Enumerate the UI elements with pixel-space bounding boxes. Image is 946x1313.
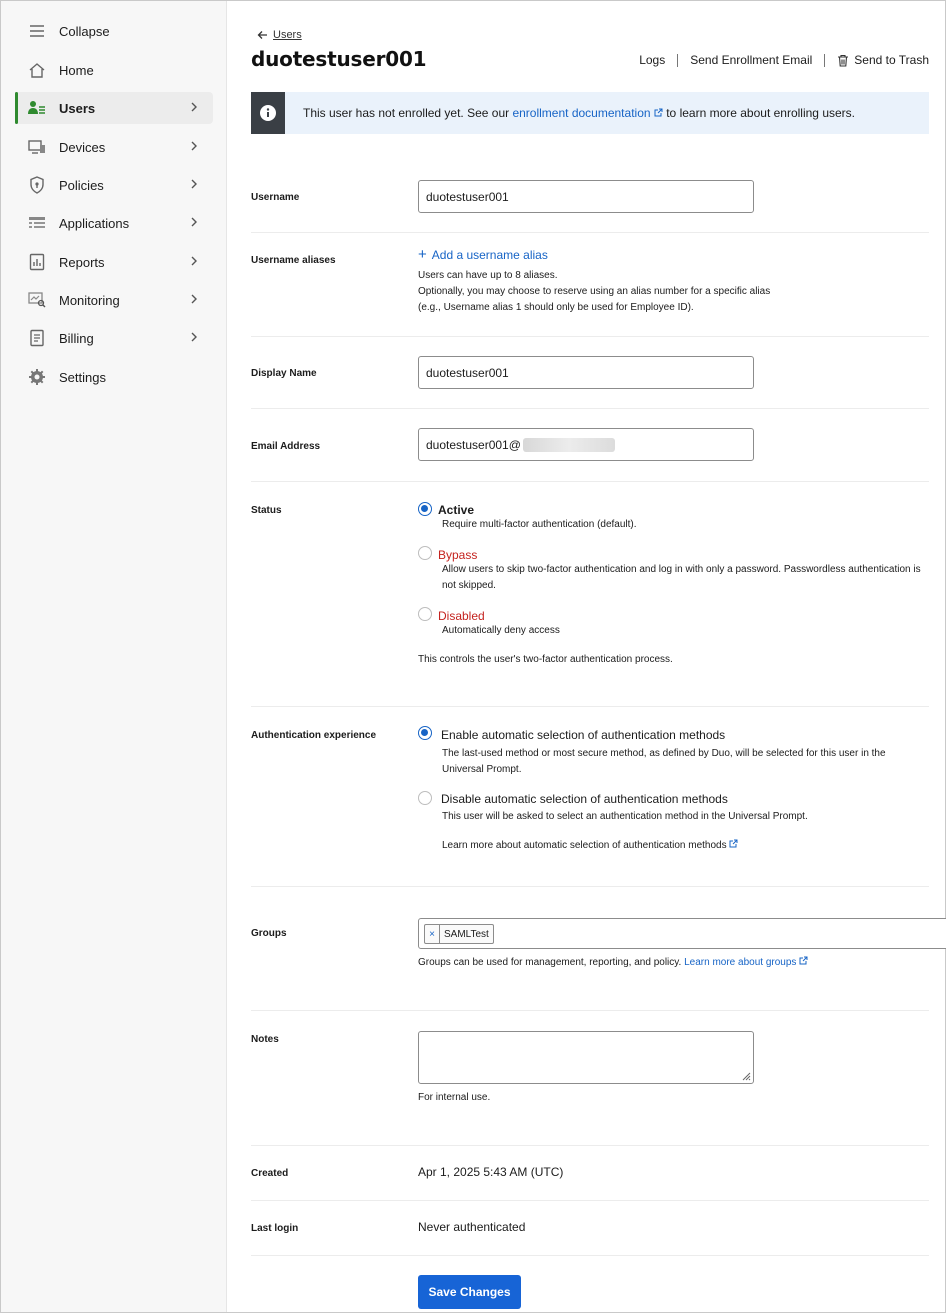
page-title: duotestuser001 bbox=[251, 47, 427, 71]
auto-selection-disable-desc: This user will be asked to select an authentication method in the Universal Prompt. bbox=[442, 811, 808, 822]
enrollment-documentation-label: enrollment documentation bbox=[512, 106, 651, 120]
banner-text: This user has not enrolled yet. See our bbox=[303, 106, 513, 120]
arrow-left-icon bbox=[257, 30, 268, 40]
divider bbox=[251, 886, 929, 887]
auto-selection-disable-label: Disable automatic selection of authentication methods bbox=[441, 792, 728, 806]
banner-text: to learn more about enrolling users. bbox=[662, 106, 855, 120]
status-disabled-label: Disabled bbox=[438, 609, 485, 623]
status-footer: This controls the user's two-factor authentication process. bbox=[418, 654, 673, 665]
auto-selection-enable-label: Enable automatic selection of authentication methods bbox=[441, 728, 726, 742]
auto-selection-disable-radio[interactable] bbox=[418, 791, 432, 805]
last-login-value: Never authenticated bbox=[418, 1220, 526, 1234]
divider bbox=[251, 1010, 929, 1011]
remove-tag-button[interactable]: × bbox=[425, 925, 440, 943]
display-name-field[interactable] bbox=[418, 356, 754, 389]
add-username-alias-link[interactable] bbox=[418, 246, 548, 263]
sidebar-item-settings[interactable] bbox=[15, 361, 213, 393]
redacted-domain bbox=[523, 438, 615, 452]
info-strip bbox=[251, 92, 285, 134]
display-name-label: Display Name bbox=[251, 368, 317, 379]
sidebar-item-label: Billing bbox=[59, 330, 94, 346]
groups-help bbox=[418, 955, 808, 971]
sidebar-item-policies[interactable] bbox=[15, 169, 213, 201]
email-field[interactable] bbox=[418, 428, 754, 461]
chevron-right-icon bbox=[187, 292, 201, 306]
groups-label: Groups bbox=[251, 928, 287, 939]
sidebar-item-label: Monitoring bbox=[59, 292, 120, 308]
status-bypass-label: Bypass bbox=[438, 548, 478, 562]
collapse-button[interactable] bbox=[15, 15, 213, 47]
sidebar-item-billing[interactable] bbox=[15, 322, 213, 354]
auto-selection-enable-radio[interactable] bbox=[418, 726, 432, 740]
aliases-help-line: Users can have up to 8 aliases. bbox=[418, 270, 558, 281]
username-field[interactable] bbox=[418, 180, 754, 213]
chevron-right-icon bbox=[187, 139, 201, 153]
notes-label: Notes bbox=[251, 1034, 279, 1045]
auto-selection-learn-more-link[interactable] bbox=[442, 838, 738, 854]
chevron-right-icon bbox=[187, 215, 201, 229]
groups-help-text: Groups can be used for management, reporting, and policy. bbox=[418, 957, 685, 968]
divider bbox=[251, 706, 929, 707]
sidebar-item-reports[interactable] bbox=[15, 246, 213, 278]
menu-icon bbox=[27, 21, 47, 41]
auth-experience-label: Authentication experience bbox=[251, 730, 377, 741]
external-link-icon bbox=[799, 956, 808, 965]
divider bbox=[251, 1145, 929, 1146]
sidebar bbox=[1, 1, 227, 1312]
enrollment-documentation-link[interactable] bbox=[512, 106, 662, 120]
status-disabled-desc: Automatically deny access bbox=[442, 625, 560, 636]
status-active-desc: Require multi-factor authentication (default). bbox=[442, 519, 637, 530]
banner-message bbox=[303, 106, 855, 120]
auto-selection-enable-desc: The last-used method or most secure method, as defined by Duo, will be selected for this user in the Universal Prompt. bbox=[442, 748, 886, 775]
groups-select[interactable] bbox=[418, 918, 946, 949]
sidebar-item-home[interactable] bbox=[15, 54, 213, 86]
email-value: duotestuser001@ bbox=[426, 437, 521, 452]
created-value: Apr 1, 2025 5:43 AM (UTC) bbox=[418, 1165, 564, 1179]
applications-icon bbox=[27, 213, 47, 233]
groups-learn-more-label: Learn more about groups bbox=[684, 957, 797, 968]
sidebar-item-label: Settings bbox=[59, 369, 106, 385]
not-enrolled-banner bbox=[251, 92, 929, 134]
notes-textarea[interactable] bbox=[418, 1031, 754, 1084]
group-tag bbox=[424, 924, 494, 944]
divider bbox=[251, 336, 929, 337]
gear-icon bbox=[27, 367, 47, 387]
status-bypass-desc: Allow users to skip two-factor authentication and log in with only a password. Passwordless authentication is not skipped. bbox=[442, 564, 921, 591]
back-to-users-link[interactable] bbox=[257, 29, 302, 41]
shield-icon bbox=[27, 175, 47, 195]
status-bypass-radio[interactable] bbox=[418, 546, 432, 560]
billing-icon bbox=[27, 328, 47, 348]
home-icon bbox=[27, 60, 47, 80]
sidebar-item-devices[interactable] bbox=[15, 131, 213, 163]
chevron-right-icon bbox=[187, 330, 201, 344]
status-active-label: Active bbox=[438, 503, 475, 517]
sidebar-item-label: Reports bbox=[59, 254, 105, 270]
users-icon bbox=[27, 98, 47, 118]
divider bbox=[251, 1255, 929, 1256]
notes-help: For internal use. bbox=[418, 1092, 491, 1103]
status-label: Status bbox=[251, 505, 282, 516]
group-tag-label: SAMLTest bbox=[444, 928, 489, 940]
add-alias-label: Add a username alias bbox=[431, 247, 548, 262]
chevron-right-icon bbox=[187, 100, 201, 114]
send-enrollment-email-link[interactable]: Send Enrollment Email bbox=[690, 53, 813, 67]
last-login-label: Last login bbox=[251, 1223, 299, 1234]
sidebar-item-applications[interactable] bbox=[15, 207, 213, 239]
external-link-icon bbox=[729, 839, 738, 848]
info-icon bbox=[259, 104, 277, 122]
status-active-radio[interactable] bbox=[418, 502, 432, 516]
sidebar-item-label: Home bbox=[59, 62, 94, 78]
trash-icon bbox=[837, 54, 849, 67]
monitoring-icon bbox=[27, 290, 47, 310]
devices-icon bbox=[27, 137, 47, 157]
aliases-help-line: Optionally, you may choose to reserve using an alias number for a specific alias bbox=[418, 286, 771, 297]
email-address-label: Email Address bbox=[251, 441, 321, 452]
divider bbox=[677, 54, 678, 67]
username-label: Username bbox=[251, 192, 300, 203]
sidebar-item-label: Devices bbox=[59, 139, 106, 155]
sidebar-item-label: Users bbox=[59, 100, 96, 116]
external-link-icon bbox=[654, 108, 663, 117]
divider bbox=[251, 481, 929, 482]
plus-icon: + bbox=[418, 246, 427, 263]
sidebar-item-users[interactable] bbox=[15, 92, 213, 124]
back-link-label: Users bbox=[273, 29, 302, 41]
save-changes-button[interactable]: Save Changes bbox=[418, 1275, 521, 1309]
collapse-label: Collapse bbox=[59, 23, 110, 39]
display-name-value: duotestuser001 bbox=[426, 365, 509, 380]
sidebar-item-label: Applications bbox=[59, 215, 130, 231]
divider bbox=[824, 54, 825, 67]
username-aliases-label: Username aliases bbox=[251, 255, 336, 266]
reports-icon bbox=[27, 252, 47, 272]
sidebar-item-monitoring[interactable] bbox=[15, 284, 213, 316]
sidebar-item-label: Policies bbox=[59, 177, 104, 193]
created-label: Created bbox=[251, 1168, 289, 1179]
groups-learn-more-link[interactable] bbox=[684, 957, 808, 968]
username-value: duotestuser001 bbox=[426, 189, 509, 204]
learn-more-label: Learn more about automatic selection of authentication methods bbox=[442, 840, 727, 851]
chevron-right-icon bbox=[187, 254, 201, 268]
divider bbox=[251, 232, 929, 233]
divider bbox=[251, 408, 929, 409]
send-to-trash-label: Send to Trash bbox=[854, 53, 929, 67]
chevron-right-icon bbox=[187, 177, 201, 191]
aliases-help-line: (e.g., Username alias 1 should only be used for Employee ID). bbox=[418, 302, 694, 313]
resize-handle-icon[interactable] bbox=[741, 1071, 751, 1081]
aliases-help bbox=[418, 268, 918, 316]
page-actions bbox=[639, 53, 929, 67]
status-disabled-radio[interactable] bbox=[418, 607, 432, 621]
divider bbox=[251, 1200, 929, 1201]
send-to-trash-button[interactable] bbox=[837, 53, 929, 67]
logs-link[interactable]: Logs bbox=[639, 53, 666, 67]
